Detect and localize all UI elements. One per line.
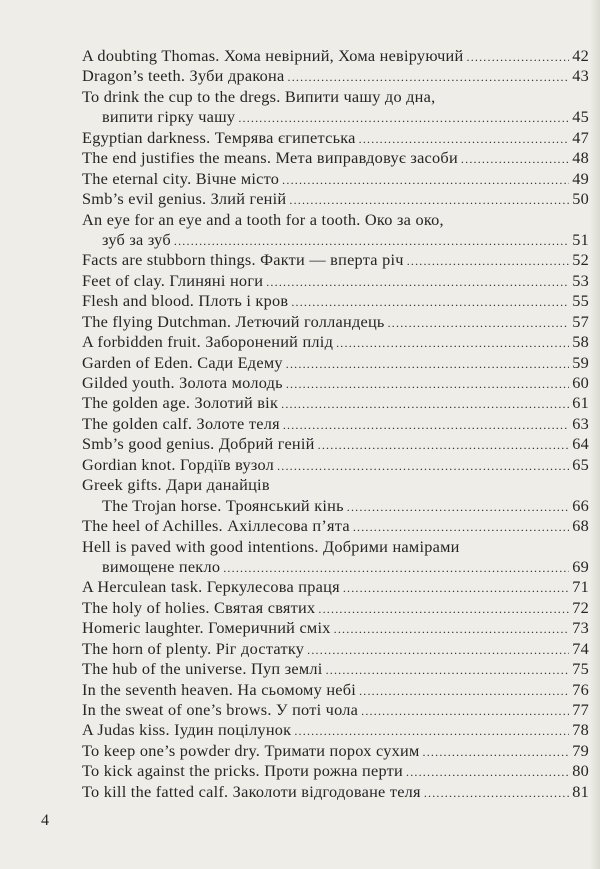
toc-entry-text: The flying Dutchman. Летючий голландець [82, 311, 385, 331]
toc-entry-text: A doubting Thomas. Хома невірний, Хома невіруючий [82, 46, 464, 65]
toc-entry-text: An eye for an eye and a tooth for a tooth. Око за око, [82, 209, 444, 229]
toc-entry-text: To kill the fatted calf. Заколоти відгодоване теля [82, 781, 421, 801]
toc-entry-text: In the sweat of one’s brows. У поті чола [82, 700, 359, 719]
dot-leader [289, 190, 569, 210]
toc-page-number: 71 [572, 577, 589, 597]
toc-entry-line [82, 475, 589, 495]
dot-leader [467, 47, 570, 67]
toc-entry-text: випити гірку чашу [102, 107, 236, 127]
dot-leader [282, 170, 569, 190]
toc-entry-line [82, 720, 589, 740]
dot-leader [286, 374, 569, 394]
dot-leader [307, 640, 569, 660]
toc-entry-text: Hell is paved with good intentions. Добрими намірами [82, 536, 460, 556]
dot-leader [291, 292, 569, 312]
toc-entry-text: Facts are stubborn things. Факти — вперта річ [82, 250, 404, 270]
toc-page-number: 79 [572, 740, 589, 760]
toc-page-number: 78 [572, 720, 589, 740]
toc-entry-text: To kick against the pricks. Проти рожна перти [82, 761, 403, 781]
toc-entry-text: Homeric laughter. Гомеричний сміх [82, 618, 331, 638]
toc-entry-line [82, 107, 589, 127]
toc-entry-line [82, 169, 589, 189]
toc-entry-line [82, 618, 589, 638]
dot-leader [286, 354, 569, 374]
toc-page-number: 49 [572, 168, 589, 188]
toc-page-number: 45 [572, 107, 589, 127]
toc-entry-text: The golden age. Золотий вік [82, 393, 279, 413]
dot-leader [424, 783, 569, 803]
toc-entry-text: Gilded youth. Золота молодь [82, 373, 283, 392]
toc-entry-line [82, 537, 589, 557]
toc-entry-line [82, 434, 589, 454]
toc-page-number: 72 [572, 597, 589, 617]
toc-entry-line [82, 516, 589, 536]
toc-entry-line [82, 291, 589, 311]
toc-entry-text: The heel of Achilles. Ахіллесова п’ята [82, 516, 350, 536]
toc-page-number: 61 [572, 393, 589, 413]
dot-leader [318, 435, 570, 455]
toc-entry-line [82, 312, 589, 332]
toc-entry-line [82, 332, 589, 352]
toc-entry-text: зуб за зуб [102, 229, 171, 249]
dot-leader [406, 762, 569, 782]
toc-entry-line [82, 87, 589, 107]
toc-entry-line [82, 680, 589, 700]
toc-page-number: 74 [572, 638, 589, 658]
toc-entry-line [82, 557, 589, 577]
toc-entry-line [82, 230, 589, 250]
toc-entry-text: A forbidden fruit. Заборонений плід [82, 332, 334, 352]
dot-leader [223, 558, 569, 578]
toc-entry-text: In the seventh heaven. На сьомому небі [82, 679, 357, 699]
toc-entry-line [82, 741, 589, 761]
dot-leader [343, 578, 569, 598]
dot-leader [407, 251, 570, 271]
dot-leader [326, 660, 570, 680]
toc-page-number: 77 [572, 700, 589, 719]
toc-page-number: 52 [572, 250, 589, 270]
toc-entry-text: Greek gifts. Дари данайців [82, 475, 270, 495]
toc-entry-line [82, 373, 589, 393]
toc-page-number: 42 [572, 46, 589, 65]
toc-page-number: 64 [572, 434, 589, 454]
toc-entry-line [82, 577, 589, 597]
toc-entry-text: The Trojan horse. Троянський кінь [102, 495, 344, 515]
dot-leader [353, 517, 569, 537]
toc-entry-text: Smb’s good genius. Добрий геній [82, 434, 315, 454]
dot-leader [336, 333, 569, 353]
toc-entry-line [82, 353, 589, 373]
toc-entry-line [82, 189, 589, 209]
toc-entry-line [82, 393, 589, 413]
toc-page-number: 50 [572, 189, 589, 209]
dot-leader [359, 681, 569, 701]
toc-entry-line [82, 148, 589, 168]
dot-leader [461, 149, 569, 169]
dot-leader [283, 415, 569, 435]
dot-leader [359, 129, 570, 149]
dot-leader [294, 721, 569, 741]
toc-entry-text: The eternal city. Вічне місто [82, 168, 280, 188]
toc-entry-text: The golden calf. Золоте теля [82, 413, 280, 433]
toc-entry-text: The hub of the universe. Пуп землі [82, 659, 323, 679]
toc-entry-line [82, 66, 589, 86]
toc-entry-text: The end justifies the means. Мета виправдовує засоби [82, 148, 458, 168]
toc-page-number: 69 [572, 556, 589, 576]
dot-leader [238, 108, 569, 128]
toc-entry-line [82, 639, 589, 659]
toc-entry-text: Dragon’s teeth. Зуби дракона [82, 66, 285, 86]
toc-entry-text: Feet of clay. Глиняні ноги [82, 270, 264, 290]
page-edge-shadow [590, 0, 600, 869]
toc-page-number: 58 [572, 332, 589, 352]
toc-entry-line [82, 598, 589, 618]
dot-leader [347, 497, 569, 517]
toc-entry-line [82, 210, 589, 230]
toc-page-number: 68 [572, 516, 589, 536]
toc-entry-line [82, 128, 589, 148]
dot-leader [288, 67, 570, 87]
toc-entry-text: A Judas kiss. Іудин поцілунок [82, 720, 292, 740]
dot-leader [361, 701, 569, 721]
toc-page-number: 65 [572, 454, 589, 474]
toc-page-number: 63 [572, 413, 589, 433]
toc-entry-text: The horn of plenty. Ріг достатку [82, 638, 305, 658]
toc-page-number: 59 [572, 352, 589, 372]
toc-entry-text: To keep one’s powder dry. Тримати порох сухим [82, 740, 420, 760]
toc-entry-text: Gordian knot. Гордіїв вузол [82, 454, 275, 474]
toc-page-number: 66 [572, 495, 589, 515]
dot-leader [174, 231, 569, 251]
toc-entry-line [82, 659, 589, 679]
dot-leader [281, 394, 569, 414]
toc-page-number: 75 [572, 659, 589, 679]
toc-page-number: 76 [572, 679, 589, 699]
toc-page-number: 73 [572, 618, 589, 638]
toc-entry-line [82, 761, 589, 781]
toc-page-number: 81 [572, 781, 589, 801]
toc-entry-line [82, 455, 589, 475]
toc-entry-text: Smb’s evil genius. Злий геній [82, 189, 287, 209]
toc-entry-line [82, 271, 589, 291]
toc-entry-line [82, 496, 589, 516]
toc-entry-line [82, 46, 589, 66]
dot-leader [423, 742, 570, 762]
toc-entry-text: Flesh and blood. Плоть і кров [82, 291, 289, 311]
toc-entry-line [82, 414, 589, 434]
toc-entry-text: The holy of holies. Святая святих [82, 597, 316, 617]
table-of-contents [82, 46, 589, 802]
toc-page-number: 51 [572, 229, 589, 249]
toc-page-number: 53 [572, 270, 589, 290]
toc-page-number: 60 [572, 373, 589, 392]
dot-leader [334, 619, 570, 639]
toc-entry-line [82, 250, 589, 270]
toc-entry-line [82, 700, 589, 720]
toc-page-number: 57 [572, 311, 589, 331]
dot-leader [266, 272, 569, 292]
toc-entry-text: A Herculean task. Геркулесова праця [82, 577, 340, 597]
dot-leader [277, 456, 569, 476]
toc-entry-text: Garden of Eden. Сади Едему [82, 352, 283, 372]
toc-page-number: 80 [572, 761, 589, 781]
toc-page-number: 55 [572, 291, 589, 311]
toc-entry-text: To drink the cup to the dregs. Випити чашу до дна, [82, 86, 436, 106]
dot-leader [388, 313, 570, 333]
page-number: 4 [41, 812, 49, 829]
dot-leader [318, 599, 569, 619]
toc-page-number: 48 [572, 148, 589, 168]
toc-entry-line [82, 782, 589, 802]
toc-page-number: 43 [572, 66, 589, 86]
toc-entry-text: Egyptian darkness. Темрява єгипетська [82, 127, 356, 147]
toc-entry-text: вимощене пекло [102, 556, 221, 576]
toc-page-number: 47 [572, 127, 589, 147]
